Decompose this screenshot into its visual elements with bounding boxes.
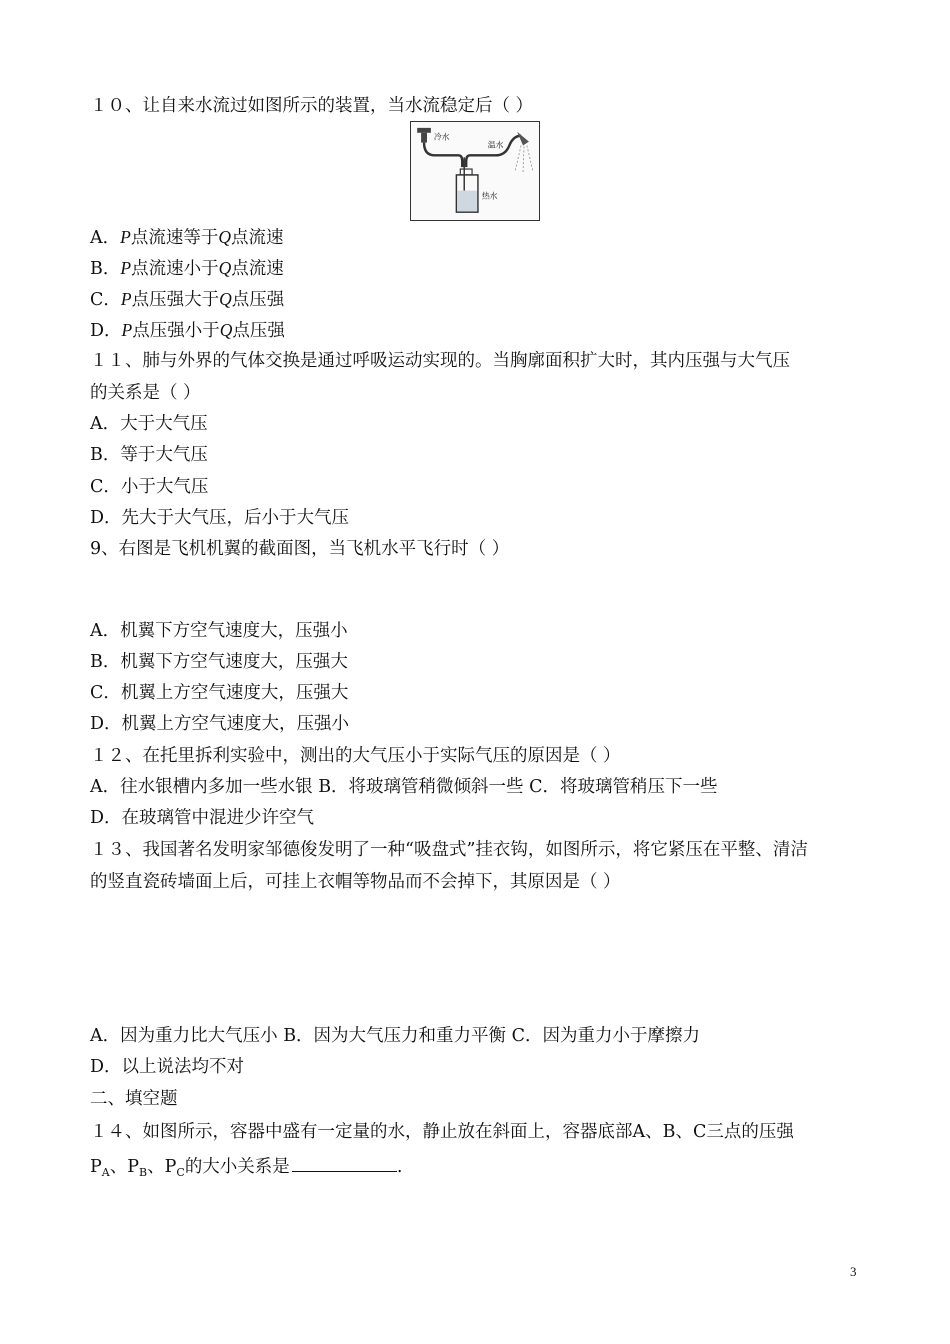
q13-options-line1: A．因为重力比大气压小 B．因为大气压力和重力平衡 C．因为重力小于摩擦力 [90, 1026, 701, 1046]
q10-option-c: C．P点压强大于Q点压强 [90, 289, 285, 310]
q13-stem-line2: 的竖直瓷砖墙面上后，可挂上衣帽等物品而不会掉下，其原因是（ ） [90, 872, 621, 892]
q9-option-d: D．机翼上方空气速度大，压强小 [90, 714, 350, 734]
q12-stem: １２、在托里拆利实验中，测出的大气压小于实际气压的原因是（ ） [90, 746, 621, 766]
q11-stem-line2: 的关系是（ ） [90, 383, 201, 403]
q9-stem: 9、右图是飞机机翼的截面图，当飞机水平飞行时（ ） [90, 539, 510, 559]
q9-option-b: B．机翼下方空气速度大，压强大 [90, 652, 348, 672]
shower-head-icon [517, 132, 529, 146]
q9-option-a: A．机翼下方空气速度大，压强小 [90, 621, 348, 641]
faucet-icon [417, 128, 431, 133]
water-flow-diagram [411, 122, 539, 220]
q13-options-line2: D．以上说法均不对 [90, 1057, 245, 1077]
q14-stem-line2: $P_A$、$P_B$、$P_C$的大小关系是 . [90, 1153, 402, 1178]
q11-option-d: D．先大于大气压，后小于大气压 [90, 508, 350, 528]
q11-option-b: B．等于大气压 [90, 445, 208, 465]
page-number: 3 [850, 1264, 857, 1279]
water-flow-figure [410, 121, 540, 221]
q10-option-b: B．P点流速小于Q点流速 [90, 258, 284, 279]
q10-option-d: D．P点压强小于Q点压强 [90, 320, 285, 341]
q11-stem-line1: １１、肺与外界的气体交换是通过呼吸运动实现的。当胸廓面积扩大时，其内压强与大气压 [90, 351, 790, 371]
q10-stem: １０、让自来水流过如图所示的装置，当水流稳定后（ ） [90, 96, 534, 116]
q9-option-c: C．机翼上方空气速度大，压强大 [90, 683, 349, 703]
q10-option-a: A．P点流速等于Q点流速 [90, 227, 284, 248]
cold-water-label: 冷水 [433, 132, 450, 142]
q14-answer-blank[interactable] [292, 1153, 397, 1172]
q11-option-c: C．小于大气压 [90, 477, 209, 497]
hot-water-label: 热水 [481, 191, 498, 201]
q11-option-a: A．大于大气压 [90, 414, 208, 434]
q12-options-line2: D．在玻璃管中混进少许空气 [90, 808, 315, 828]
q13-stem-line1: １３、我国著名发明家邹德俊发明了一种“吸盘式”挂衣钩，如图所示，将它紧压在平整、清洁 [90, 840, 808, 860]
warm-water-label: 温水 [487, 140, 504, 150]
q12-options-line1: A．往水银槽内多加一些水银 B．将玻璃管稍微倾斜一些 C．将玻璃管稍压下一些 [90, 777, 718, 797]
q14-stem-line1: １４、如图所示，容器中盛有一定量的水，静止放在斜面上，容器底部A、B、C三点的压强 [90, 1122, 794, 1142]
section-title-fill-in: 二、填空题 [90, 1089, 178, 1109]
